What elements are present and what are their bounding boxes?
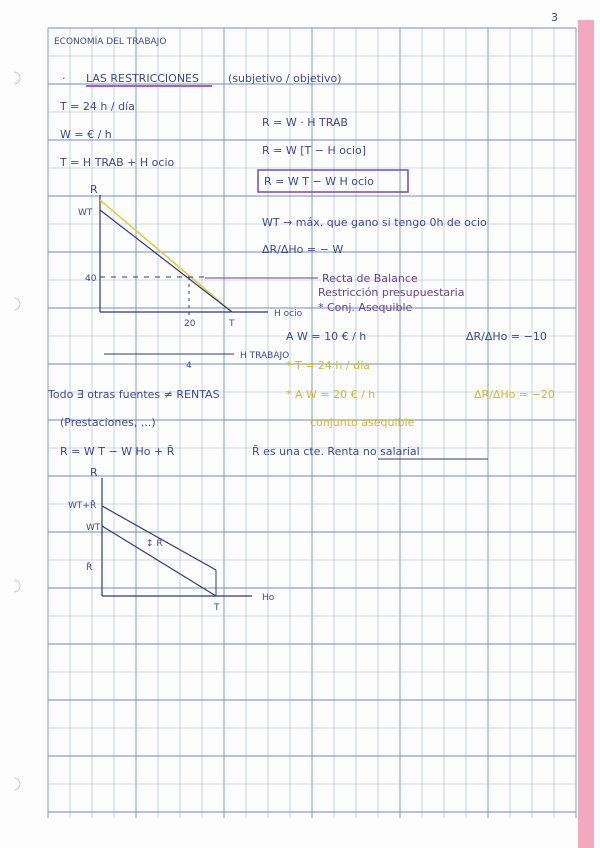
chart1-4-label: 4 <box>186 361 192 371</box>
formula-income-2: R = W [T − H ocio] <box>262 144 367 157</box>
annotation-conj: * Conj. Asequible <box>318 301 413 314</box>
budget-line <box>100 210 232 312</box>
formula-income-3: R = W T − W H ocio <box>264 175 374 188</box>
section-subtitle: (subjetivo / objetivo) <box>228 72 342 85</box>
chart2-wtr-label: WT+R̄ <box>68 501 97 511</box>
page-number: 3 <box>551 11 558 24</box>
chart1-40-label: 40 <box>85 274 97 284</box>
rentas-formula: R = W T − W Ho + R̄ <box>60 445 175 458</box>
chart2-rbar-label: R̄ <box>86 563 93 573</box>
chart2-y-label: R <box>90 466 98 479</box>
chart1-htrabajo-label: H TRABAJO <box>240 351 290 361</box>
binding-hole <box>14 298 20 310</box>
margin-strip <box>578 20 594 848</box>
chart1-t-label: T <box>229 319 235 329</box>
chart2-shift-label: ↕ R̄ <box>146 539 163 549</box>
bullet: · <box>62 72 66 85</box>
binding-hole <box>14 778 20 790</box>
example-conjunto: conjunto asequible <box>310 416 415 429</box>
example-slope-10: ΔR/ΔHo = −10 <box>466 330 547 343</box>
header-title: ECONOMÍA DEL TRABAJO <box>54 37 167 47</box>
binding-hole <box>14 72 20 84</box>
chart2-x-label: Ho <box>262 593 275 603</box>
example-wage-10: A W = 10 € / h <box>286 330 367 343</box>
note-wage: W = € / h <box>60 128 112 141</box>
rentas-line2: (Prestaciones, ...) <box>60 416 156 429</box>
chart1-20-label: 20 <box>184 319 196 329</box>
chart1-wt-label: WT <box>78 208 93 218</box>
annotation-restriccion: Restricción presupuestaria <box>318 286 465 299</box>
rentas-explain: R̄ es una cte. Renta no salarial <box>252 445 420 458</box>
chart1-y-label: R <box>90 183 98 196</box>
budget-line-yellow <box>100 200 232 312</box>
rentas-line1: Todo ∃ otras fuentes ≠ RENTAS <box>48 388 220 401</box>
binding-hole <box>14 580 20 592</box>
rent-chart <box>68 466 275 613</box>
example-wage-20: * A W = 20 € / h <box>286 388 376 401</box>
annotation-wt-max: WT → máx. que gano si tengo 0h de ocio <box>262 216 487 229</box>
section-heading: LAS RESTRICCIONES <box>86 72 199 85</box>
annotation-slope: ΔR/ΔHo = − W <box>262 243 344 256</box>
example-slope-20: ΔR/ΔHo = −20 <box>474 388 555 401</box>
chart2-wt-label: WT <box>86 523 101 533</box>
annotation-recta: Recta de Balance <box>322 272 418 285</box>
note-time-identity: T = H TRAB + H ocio <box>60 156 175 169</box>
chart1-x-label: H ocio <box>274 309 303 319</box>
example-hours: * T = 24 h / día <box>286 359 370 372</box>
formula-income: R = W · H TRAB <box>262 116 348 129</box>
chart2-t-label: T <box>214 603 220 613</box>
note-hours-per-day: T = 24 h / día <box>60 100 135 113</box>
